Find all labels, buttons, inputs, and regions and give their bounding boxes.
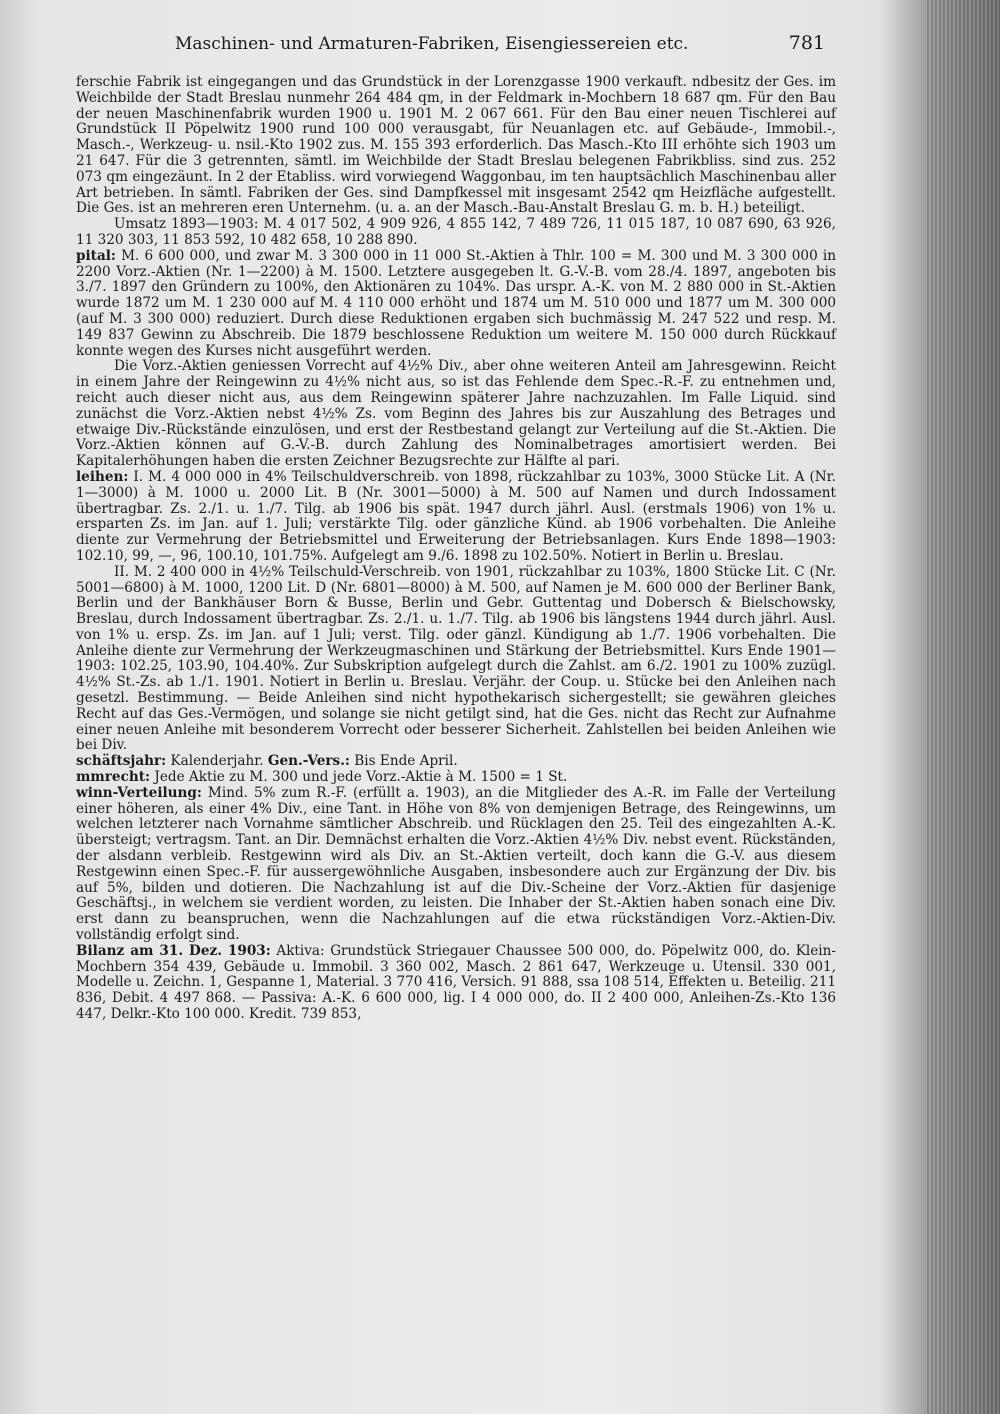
page-edge-shadow [925, 0, 1000, 1414]
paragraph-fiscal-year: schäftsjahr: Kalenderjahr. Gen.-Vers.: Bis Ende April. [76, 753, 458, 770]
section-label: leihen: [76, 468, 129, 485]
paragraph-balance-sheet: Bilanz am 31. Dez. 1903: Aktiva: Grundstück Striegauer Chaussee 500 000, do. Pöpelwitz 000, do. Klein-Mochbern 354 439, Gebäude u. Immobil. 3 360 002, Masch. 2 861 647, Werkzeuge u. Utensil. 330 001, Modelle u. Zeichn. 1, Gespanne 1, Material. 3 770 416, Versich. 91 888, ssa 108 514, Effekten u. Beteilig. 211 836, Debit. 4 497 868. — Passiva: A.-K. 6 600 000, lig. I 4 000 000, do. II 2 400 000, Anleihen-Zs.-Kto 136 447, Delkr.-Kto 100 000. Kredit. 739 853, [76, 942, 837, 1023]
paragraph-preferred-shares: Die Vorz.-Aktien geniessen Vorrecht auf 4½% Div., aber ohne weiteren Anteil am Jahresgewinn. Reicht in einem Jahre der Reingewinn zu 4½% nicht aus, so ist das Fehlende dem Spec.-R.-F. zu entnehmen und, reicht auch dieser nicht aus, aus dem Reingewinn späterer Jahre nachzuzahlen. Im Falle Liquid. sind zunächst die Vorz.-Aktien nebst 4½% Zs. vom Beginn des Jahres bis zur Auszahlung des Betrages und etwaige Div.-Rückstände einzulösen, und erst der Restbestand gelangt zur Verteilung auf die St.-Aktien. Die Vorz.-Aktien können auf G.-V.-B. durch Zahlung des Nominalbetrages amortisiert werden. Bei Kapitalerhöhungen haben die ersten Zeichner Bezugsrechte zur Hälfte al pari. [76, 358, 836, 470]
body-text [76, 75, 836, 1023]
page-header [175, 32, 825, 54]
section-label: winn-Verteilung: [76, 784, 202, 801]
paragraph-turnover: Umsatz 1893—1903: M. 4 017 502, 4 909 926, 4 855 142, 7 489 726, 11 015 187, 10 087 690, 63 926, 11 320 303, 11 853 592, 10 482 658, 10 288 890. [76, 216, 836, 248]
section-label: pital: [76, 247, 116, 264]
paragraph-capital: pital: M. 6 600 000, und zwar M. 3 300 000 in 11 000 St.-Aktien à Thlr. 100 = M. 300 und M. 3 300 000 in 2200 Vorz.-Aktien (Nr. 1—2200) à M. 1500. Letztere ausgegeben lt. G.-V.-B. vom 28./4. 1897, angeboten bis 3./7. 1897 den Gründern zu 100%, den Aktionären zu 104%. Das urspr. A.-K. von M. 2 880 000 in St.-Aktien wurde 1872 um M. 1 230 000 auf M. 4 110 000 erhöht und 1874 um M. 510 000 und 1877 um M. 300 000 (auf M. 3 300 000) reduziert. Durch diese Reduktionen ergaben sich buchmässig M. 247 522 und resp. M. 149 837 Gewinn zu Abschreib. Die 1879 beschlossene Reduktion um weitere M. 150 000 durch Rückkauf konnte wegen des Kurses nicht ausgeführt werden. [76, 247, 836, 359]
section-label: Gen.-Vers.: [267, 753, 350, 770]
section-label: Bilanz am 31. Dez. 1903: [76, 942, 271, 959]
paragraph-loans: leihen: I. M. 4 000 000 in 4% Teilschuldverschreib. von 1898, rückzahlbar zu 103%, 3000 Stücke Lit. A (Nr. 1—3000) à M. 1000 u. 2000 Lit. B (Nr. 3001—5000) à M. 500 auf Namen und durch Indossament übertragbar. Zs. 2./1. u. 1./7. Tilg. ab 1906 bis spät. 1947 durch jährl. Ausl. (erstmals 1906) von 1% u. ersparten Zs. im Jan. auf 1. Juli; verstärkte Tilg. oder gänzliche Künd. ab 1906 vorbehalten. Die Anleihe diente zur Vermehrung der Betriebsmittel und Erweiterung der Betriebsanlagen. Kurs Ende 1898—1903: 102.10, 99, —, 96, 100.10, 101.75%. Aufgelegt am 9./6. 1898 zu 102.50%. Notiert in Berlin u. Breslau. [76, 468, 836, 564]
paragraph-voting-rights: mmrecht: Jede Aktie zu M. 300 und jede Vorz.-Aktie à M. 1500 = 1 St. [76, 769, 568, 786]
section-label: schäftsjahr: [76, 753, 167, 770]
section-label: mmrecht: [76, 769, 151, 786]
paragraph-profit-distribution: winn-Verteilung: Mind. 5% zum R.-F. (erfüllt a. 1903), an die Mitglieder des A.-R. im Falle der Verteilung einer höheren, als einer 4% Div., eine Tant. in Höhe von 8% von demjenigen Betrage, des Reingewinns, um welchen letzterer nach Vornahme sämtlicher Abschreib. und Rücklagen den 25. Teil des eingezahlten A.-K. übersteigt; vertragsm. Tant. an Dir. Demnächst erhalten die Vorz.-Aktien 4½% Div. nebst event. Rückständen, der alsdann verbleib. Restgewinn wird als Div. an St.-Aktien verteilt, doch kann die G.-V. aus diesem Restgewinn einen Spec.-F. für aussergewöhnliche Ausgaben, insbesondere auch zur Ergänzung der Div. bis auf 5%, bilden und dotieren. Die Nachzahlung ist auf die Div.-Scheine der Vorz.-Aktien für dasjenige Geschäftsj., in welchem sie verdient worden, zu leisten. Die Inhaber der St.-Aktien haben sonach eine Div. erst dann zu beanspruchen, wenn die Nachzahlungen auf die etwa rückständigen Vorz.-Aktien-Div. vollständig erfolgt sind. [76, 784, 836, 944]
page-number: 781 [788, 32, 825, 54]
paragraph-loan-ii: II. M. 2 400 000 in 4½% Teilschuld-Verschreib. von 1901, rückzahlbar zu 103%, 1800 Stücke Lit. C (Nr. 5001—6800) à M. 1000, 1200 Lit. D (Nr. 6801—8000) à M. 500, auf Namen je M. 600 000 der Berliner Bank, Berlin und der Bankhäuser Born & Busse, Berlin und Gebr. Guttentag und Dobersch & Bielschowsky, Breslau, durch Indossament übertragbar. Zs. 2./1. u. 1./7. Tilg. ab 1906 bis längstens 1944 durch jährl. Ausl. von 1% u. ersp. Zs. im Jan. auf 1 Juli; verst. Tilg. oder gänzl. Kündigung ab 1./7. 1906 vorbehalten. Die Anleihe diente zur Vermehrung der Werkzeugmaschinen und Stärkung der Betriebsmittel. Kurs Ende 1901—1903: 102.25, 103.90, 104.40%. Zur Subskription aufgelegt durch die Zahlst. am 6./2. 1901 zu 100% zuzügl. 4½% St.-Zs. ab 1./1. 1901. Notiert in Berlin u. Breslau. Verjähr. der Coup. u. Stücke bei den Anleihen nach gesetzl. Bestimmung. — Beide Anleihen sind nicht hypothekarisch sichergestellt; sie gewähren gleiches Recht auf das Ges.-Vermögen, und solange sie nicht getilgt sind, hat die Ges. nicht das Recht zur Aufnahme einer neuen Anleihe mit besonderem Vorrecht oder besserer Sicherheit. Zahlstellen bei beiden Anleihen wie bei Div. [76, 563, 836, 754]
paragraph-property: ferschie Fabrik ist eingegangen und das Grundstück in der Lorenzgasse 1900 verkauft. ndbesitz der Ges. im Weichbilde der Stadt Breslau nunmehr 264 484 qm, in der Feldmark in-Mochbern 18 687 qm. Für den Bau der neuen Maschinenfabrik wurden 1900 u. 1901 M. 2 067 661. Für den Bau einer neuen Tischlerei auf Grundstück II Pöpelwitz 1900 rund 100 000 verausgabt, für Neuanlagen etc. auf Gebäude-, Immobil.-, Masch.-, Werkzeug- u. nsil.-Kto 1902 zus. M. 155 393 erforderlich. Das Masch.-Kto III erhöhte sich 1903 um 21 647. Für die 3 getrennten, sämtl. im Weichbilde der Stadt Breslau belegenen Fabrikbliss. sind zus. 252 073 qm eingezäunt. In 2 der Etabliss. wird vorwiegend Waggonbau, im ten hauptsächlich Maschinenbau aller Art betrieben. In sämtl. Fabriken der Ges. sind Dampfkessel mit insgesamt 2542 qm Heizfläche aufgestellt. Die Ges. ist an mehreren eren Unternehm. (u. a. an der Masch.-Bau-Anstalt Breslau G. m. b. H.) beteiligt. [76, 74, 836, 217]
running-title: Maschinen- und Armaturen-Fabriken, Eisengiessereien etc. [175, 34, 689, 54]
